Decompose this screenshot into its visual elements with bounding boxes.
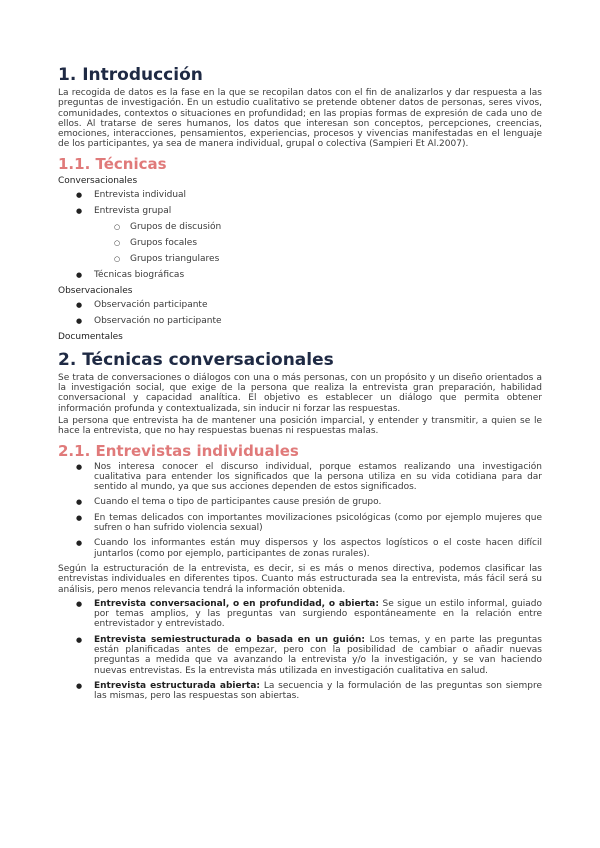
sublist-item: ○ Grupos triangulares (94, 254, 542, 265)
type-desc: Se sigue un estilo informal, guiado por temas amplios, y las preguntas van surgiendo espontáneamente en la relación entre entrevistador y entrevistado. (94, 598, 542, 630)
list-item (58, 681, 542, 702)
list-item: ● Observación no participante (58, 316, 542, 327)
sublist-item: ○ Grupos focales (94, 238, 542, 249)
list-item: ● Observación participante (58, 300, 542, 311)
conversacionales-paragraph-1: Se trata de conversaciones o diálogos con una o más personas, con un propósito y un diseño orientados a la investigación social, que exige de la persona que realiza la entrevista gran preparación, habilidad conversacional y capacidad analítica. El objetivo es establecer un diálogo que permita obtener información profunda y contextualizada, sin inducir ni forzar las respuestas. (58, 372, 542, 414)
list-item: ● Entrevista individual (58, 190, 542, 201)
list-item-label: Entrevista grupal (94, 205, 172, 216)
heading-tecnicas-conversacionales: 2. Técnicas conversacionales (58, 349, 334, 370)
type-term: Entrevista conversacional, o en profundidad, o abierta: (94, 598, 379, 609)
type-desc: Los temas, y en parte las preguntas están planificadas antes de empezar, pero con la posibilidad de cambiar o añadir nuevas preguntas a medida que va avanzando la entrevista y/o la investigación, y se van haciendo nuevas entrevistas. Es la entrevista más utilizada en investigación cualitativa en salud. (94, 634, 542, 676)
sublist-item: ○ Grupos de discusión (94, 222, 542, 233)
label-conversacionales: Conversacionales (58, 175, 138, 186)
label-documentales: Documentales (58, 331, 123, 342)
heading-introduccion: 1. Introducción (58, 65, 203, 85)
intro-paragraph: La recogida de datos es la fase en la que se recopilan datos con el fin de analizarlos y dar respuesta a las preguntas de investigación. En un estudio cualitativo se pretende obtener datos de personas, seres vivos, comunidades, contextos o situaciones en profundidad; en las propias formas de expresión de cada uno de ellos. Al tratarse de seres humanos, los datos que interesan son conceptos, percepciones, creencias, emociones, interacciones, pensamientos, experiencias, procesos y vivencias manifestadas en el lenguaje de los participantes, ya sea de manera individual, grupal o colectiva (Sampieri Et Al.2007). (58, 88, 542, 150)
conversacionales-paragraph-2: La persona que entrevista ha de mantener una posición imparcial, y entender y transmitir, a quien se le hace la entrevista, que no hay respuestas buenas ni respuestas malas. (58, 415, 542, 437)
entrevista-types-list (58, 599, 542, 702)
type-term: Entrevista estructurada abierta: (94, 680, 261, 691)
grupal-sublist (94, 222, 542, 265)
list-item: ● En temas delicados con importantes movilizaciones psicológicas (como por ejemplo mujeres que sufren o han sufrido violencia sexual) (58, 513, 542, 534)
list-item: ● Nos interesa conocer el discurso individual, porque estamos realizando una investigación cualitativa para entender los significados que la persona utiliza en su vida cotidiana para dar sentido al mundo, ya que sus acciones dependen de estos significados. (58, 462, 542, 493)
conversacionales-list (58, 190, 542, 281)
label-observacionales: Observacionales (58, 285, 133, 296)
list-item-grupal (58, 206, 542, 265)
list-item: ● Técnicas biográficas (58, 270, 542, 281)
individuales-list (58, 462, 542, 559)
type-desc: La secuencia y la formulación de las preguntas son siempre las mismas, pero las respuestas son abiertas. (94, 680, 542, 702)
individuales-paragraph: Según la estructuración de la entrevista, es decir, si es más o menos directiva, podemos clasificar las entrevistas individuales en diferentes tipos. Cuanto más estructurada sea la entrevista, más fácil será su análisis, pero menos relevancia tendrá la información obtenida. (58, 563, 542, 595)
observacionales-list (58, 300, 542, 327)
list-item (58, 599, 542, 630)
heading-entrevistas-individuales: 2.1. Entrevistas individuales (58, 441, 299, 460)
list-item (58, 635, 542, 676)
list-item: ● Cuando los informantes están muy dispersos y los aspectos logísticos o el coste hacen difícil juntarlos (como por ejemplo, participantes de zonas rurales). (58, 538, 542, 559)
list-item: ● Cuando el tema o tipo de participantes cause presión de grupo. (58, 497, 542, 507)
heading-tecnicas: 1.1. Técnicas (58, 154, 167, 173)
type-term: Entrevista semiestructurada o basada en un guión: (94, 634, 365, 645)
